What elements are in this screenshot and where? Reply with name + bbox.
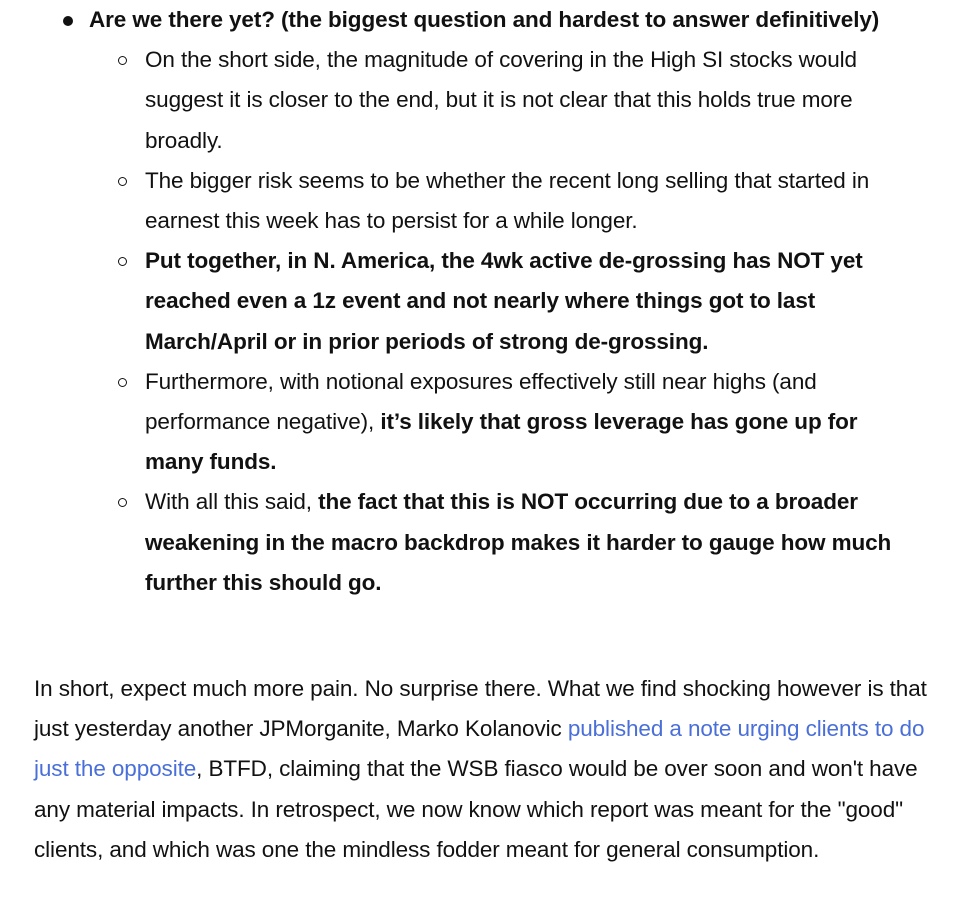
summary-paragraph — [34, 669, 934, 870]
paragraph-text-start: In short, expect much more pain. No surprise there. What we find shocking however is that just yesterday another JPMorganite, Marko Kolanovic — [34, 676, 927, 742]
sub-list-item — [0, 362, 930, 483]
sub-list-item — [0, 482, 930, 603]
sub-list-item-bold-text: the fact that this is NOT occurring due to a broader weakening in the macro backdrop makes it harder to gauge how much further this should go. — [145, 489, 892, 595]
bullet-circle-icon — [118, 177, 127, 186]
sub-list-item-text: Furthermore, with notional exposures effectively still near highs (and performance negative), — [145, 368, 817, 435]
published-note-link[interactable]: published a note urging clients to do just the opposite — [34, 716, 925, 782]
bullet-circle-icon — [118, 378, 127, 387]
sub-list-item-bold-text: it’s likely that gross leverage has gone up for many funds. — [145, 409, 858, 475]
bullet-disc-icon — [63, 16, 73, 26]
sub-list-item — [0, 241, 930, 362]
bullet-circle-icon — [118, 56, 127, 65]
list-item-heading: Are we there yet? (the biggest question and hardest to answer definitively) — [89, 7, 880, 32]
sub-list-item — [0, 40, 930, 161]
sub-list-item-text: The bigger risk seems to be whether the recent long selling that started in earnest this week has to persist for a while longer. — [145, 167, 870, 234]
bullet-circle-icon — [118, 257, 127, 266]
bullet-circle-icon — [118, 498, 127, 507]
sub-list-item-text: On the short side, the magnitude of covering in the High SI stocks would suggest it is closer to the end, but it is not clear that this holds true more broadly. — [145, 47, 857, 153]
sub-bullet-list — [0, 40, 930, 603]
paragraph-text-end: , BTFD, claiming that the WSB fiasco would be over soon and won't have any material impacts. In retrospect, we now know which report was meant for the "good" clients, and which was one the mindless fodder meant for general consumption. — [34, 756, 918, 862]
sub-list-item — [0, 161, 930, 241]
sub-list-item-text: With all this said, — [145, 489, 319, 515]
sub-list-item-bold-text: Put together, in N. America, the 4wk active de-grossing has NOT yet reached even a 1z event and not nearly where things got to last March/April or in prior periods of strong de-grossing. — [145, 248, 863, 354]
